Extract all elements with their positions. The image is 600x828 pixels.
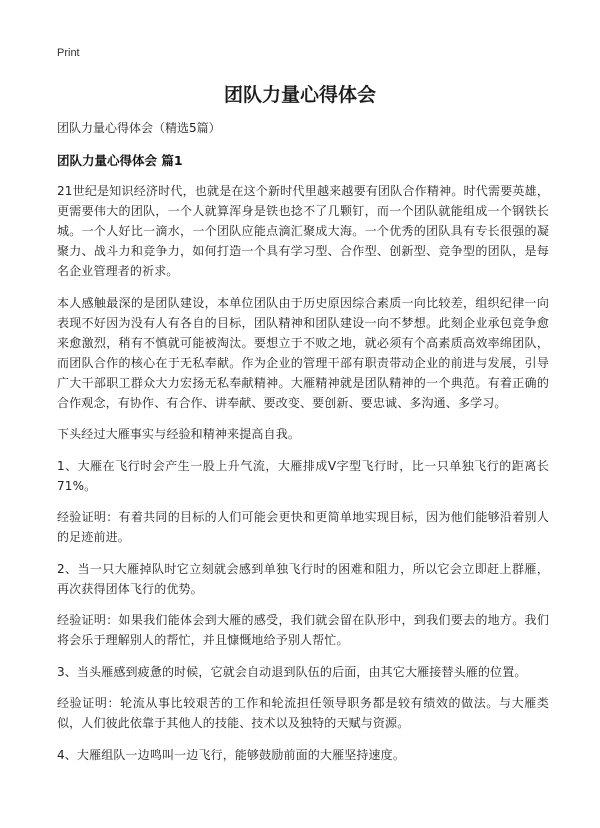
paragraph-point-1: 1、大雁在飞行时会产生一股上升气流，大雁排成V字型飞行时，比一只单独飞行的距离长71%。 [57,458,549,493]
paragraph-lesson-2: 经验证明：如果我们能体会到大雁的感受，我们就会留在队形中，到我们要去的地方。我们将会乐于理解别人的帮忙，并且慷慨地给予别人帮忙。 [57,613,549,647]
paragraph-point-4: 4、大雁组队一边鸣叫一边飞行，能够鼓励前面的大雁坚持速度。 [57,747,405,762]
paragraph-lesson-1: 经验证明：有着共同的目标的人们可能会更快和更简单地实现目标，因为他们能够沿着别人的足迹前进。 [57,510,549,544]
print-link[interactable]: Print [57,47,80,59]
section-heading: 团队力量心得体会 篇1 [57,153,183,168]
document-subtitle: 团队力量心得体会（精选5篇） [57,121,221,135]
paragraph-transition: 下头经过大雁事实与经验和精神来提高自我。 [57,427,301,441]
paragraph-point-3: 3、当头雁感到疲惫的时候，它就会自动退到队伍的后面，由其它大雁接替头雁的位置。 [57,664,527,679]
paragraph-team-building: 本人感触最深的是团队建设，本单位团队由于历史原因综合素质一向比较差，组织纪律一向表现不好因为没有人有各自的目标，团队精神和团队建设一向不梦想。此刻企业承包竞争愈来愈激烈，稍有不慎就可能被淘汰。要想立于不败之地，就必须有个高素质高效率绵团队，而团队合作的核心在于无私奉献。作为企业的管理干部有职责带动企业的前进与发展，引导广大干部职工群众大力宏扬无私奉献精神。大雁精神就是团队精神的一个典范。有着正确的合作观念，有协作、有合作、讲奉献、要改变、要创新、要忠诚、多沟通、多学习。 [57,295,549,410]
article-body [57,181,549,776]
paragraph-point-2: 2、当一只大雁掉队时它立刻就会感到单独飞行时的困难和阻力，所以它会立即赶上群雁，再次获得团体飞行的优势。 [57,561,549,596]
paragraph-lesson-3: 经验证明：轮流从事比较艰苦的工作和轮流担任领导职务都是较有绩效的做法。与大雁类似，人们彼此依靠于其他人的技能、技术以及独特的天赋与资源。 [57,696,549,730]
page-title: 团队力量心得体会 [223,84,376,106]
paragraph-intro: 21世纪是知识经济时代，也就是在这个新时代里越来越要有团队合作精神。时代需要英雄，更需要伟大的团队，一个人就算浑身是铁也捻不了几颗钉，而一个团队就能组成一个钢铁长城。一个人好比一滴水，一个团队应能点滴汇聚成大海。一个优秀的团队具有专长很强的凝聚力、战斗力和竞争力，如何打造一个具有学习型、合作型、创新型、竞争型的团队，是每名企业管理者的祈求。 [57,184,549,278]
